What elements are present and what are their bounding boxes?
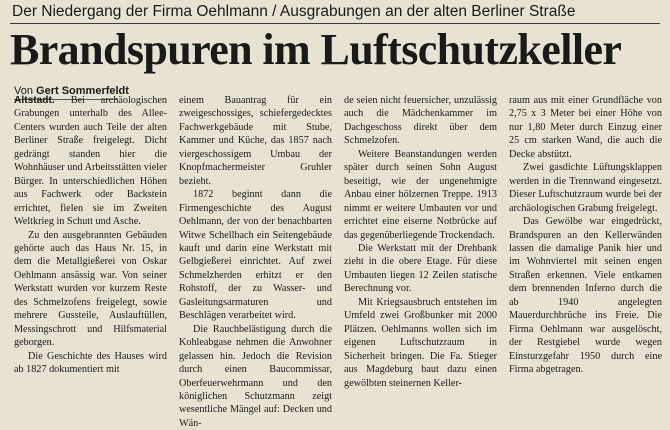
paragraph: Mit Kriegsausbruch entstehen im Umfeld zwei Großbunker mit 2000 Plätzen. Oehlmanns wollen sich im eigenen Luftschutzraum in Sicherheit bringen. Die Fa. Stieger aus Magdeburg baut dazu einen gewölbten steinernen Keller- xyxy=(344,296,497,389)
paragraph: Weitere Beanstandungen werden später durch seinen Sohn August beseitigt, wie der ungenehmigte Anbau einer hölzernen Treppe. 1913 nimmt er weitere Umbauten vor und errichtet eine eiserne Notbrücke auf das gegenüberliegende Trockendach. xyxy=(344,148,497,241)
column-3 xyxy=(344,94,497,430)
column-1 xyxy=(14,94,167,430)
paragraph: Zu den ausgebrannten Gebäuden gehörte auch das Haus Nr. 15, in dem die Metallgießerei von Oskar Oehlmann ansässig war. Von seiner Werkstatt wurden vor kurzem Reste des Schmelzofens freigelegt, sowie mehrere Gussteile, Auslauftüllen, Messingschrott und Hilfsmaterial geborgen. xyxy=(14,229,167,349)
kicker-line: Der Niedergang der Firma Oehlmann / Ausgrabungen an der alten Berliner Straße xyxy=(12,3,576,20)
article-body xyxy=(14,94,662,429)
byline-prefix: Von xyxy=(14,85,37,97)
paragraph: Zwei gasdichte Lüftungsklappen werden in die Trennwand eingesetzt. Dieser Luftschutzraum wurde bei der archäologischen Grabung freigelegt. xyxy=(509,162,662,214)
headline: Brandspuren im Luftschutzkeller xyxy=(10,25,622,74)
paragraph: Das Gewölbe war eingedrückt, Brandspuren an den Kellerwänden lassen die damalige Panik hier und im Wohnviertel mit seinen engen Straßen erkennen. Viele entkamen dem brennenden Inferno durch die ab 1940 angelegten Mauerdurchbrüche ins Freie. Die Firma Oehlmann war ausgelöscht, der Restgiebel wurde wegen Einsturzgefahr 1950 durch eine Firma abgetragen. xyxy=(509,216,662,376)
paragraph: Die Werkstatt mit der Drehbank zieht in die obere Etage. Für diese Umbauten liegen 12 Zeilen statische Berechnung vor. xyxy=(344,242,497,295)
column-4 xyxy=(509,94,662,430)
byline-author: Gert Sommerfeldt xyxy=(36,85,129,97)
dateline: Altstadt. xyxy=(14,95,55,106)
paragraph: einem Bauantrag für ein zweigeschossiges, schiefergedecktes Fachwerkgebäude mit Stube, Kammer und Küche, das 1857 nach viergeschossigem Umbau der Knopfmachermeister Gruhler bezieht. xyxy=(179,95,332,187)
column-2 xyxy=(179,94,332,430)
paragraph: Die Geschichte des Hauses wird ab 1827 dokumentiert mit xyxy=(14,350,167,376)
paragraph: 1872 beginnt dann die Firmengeschichte des August Oehlmann, der von der benachbarten Witwe Schellbach ein Seitengebäude kauft und darin eine Werkstatt mit Gelbgießerei einrichtet. Auf zwei Schmelzherden erhitzt er den Rohstoff, der zu Wasser- und Gasleitungsarmaturen und Beschlägen verarbeitet wird. xyxy=(179,189,332,322)
paragraph: Die Rauchbelästigung durch die Kohleabgase nehmen die Anwohner gelassen hin. Jedoch die Revision durch einen Baucommissar, Oberfeuerwehrmann und den königlichen Schutzmann zeigt wesentliche Mängel auf: Decken und Wän- xyxy=(179,323,332,429)
paragraph: de seien nicht feuersicher, unzulässig auch die Mädchenkammer im Dachgeschoss direkt über dem Schmelzofen. xyxy=(344,95,497,147)
paragraph xyxy=(14,94,167,229)
paragraph-text: Bei archäologischen Grabungen unterhalb des Allee-Centers wurden auch Teile der alten Berliner Straße freigelegt. Dicht gedrängt standen hier die Wohnhäuser und Arbeitsstätten vieler Bürger. In unterschiedlichen Höhen aus Fachwerk oder Backstein errichtet, fielen sie im Zweiten Weltkrieg in Schutt und Asche. xyxy=(14,95,167,228)
paragraph: raum aus mit einer Grundfläche von 2,75 x 3 Meter bei einer Höhe von nur 1,80 Meter durch Einzug einer 25 cm starken Wand, die auch die Decke abstützt. xyxy=(509,95,662,160)
